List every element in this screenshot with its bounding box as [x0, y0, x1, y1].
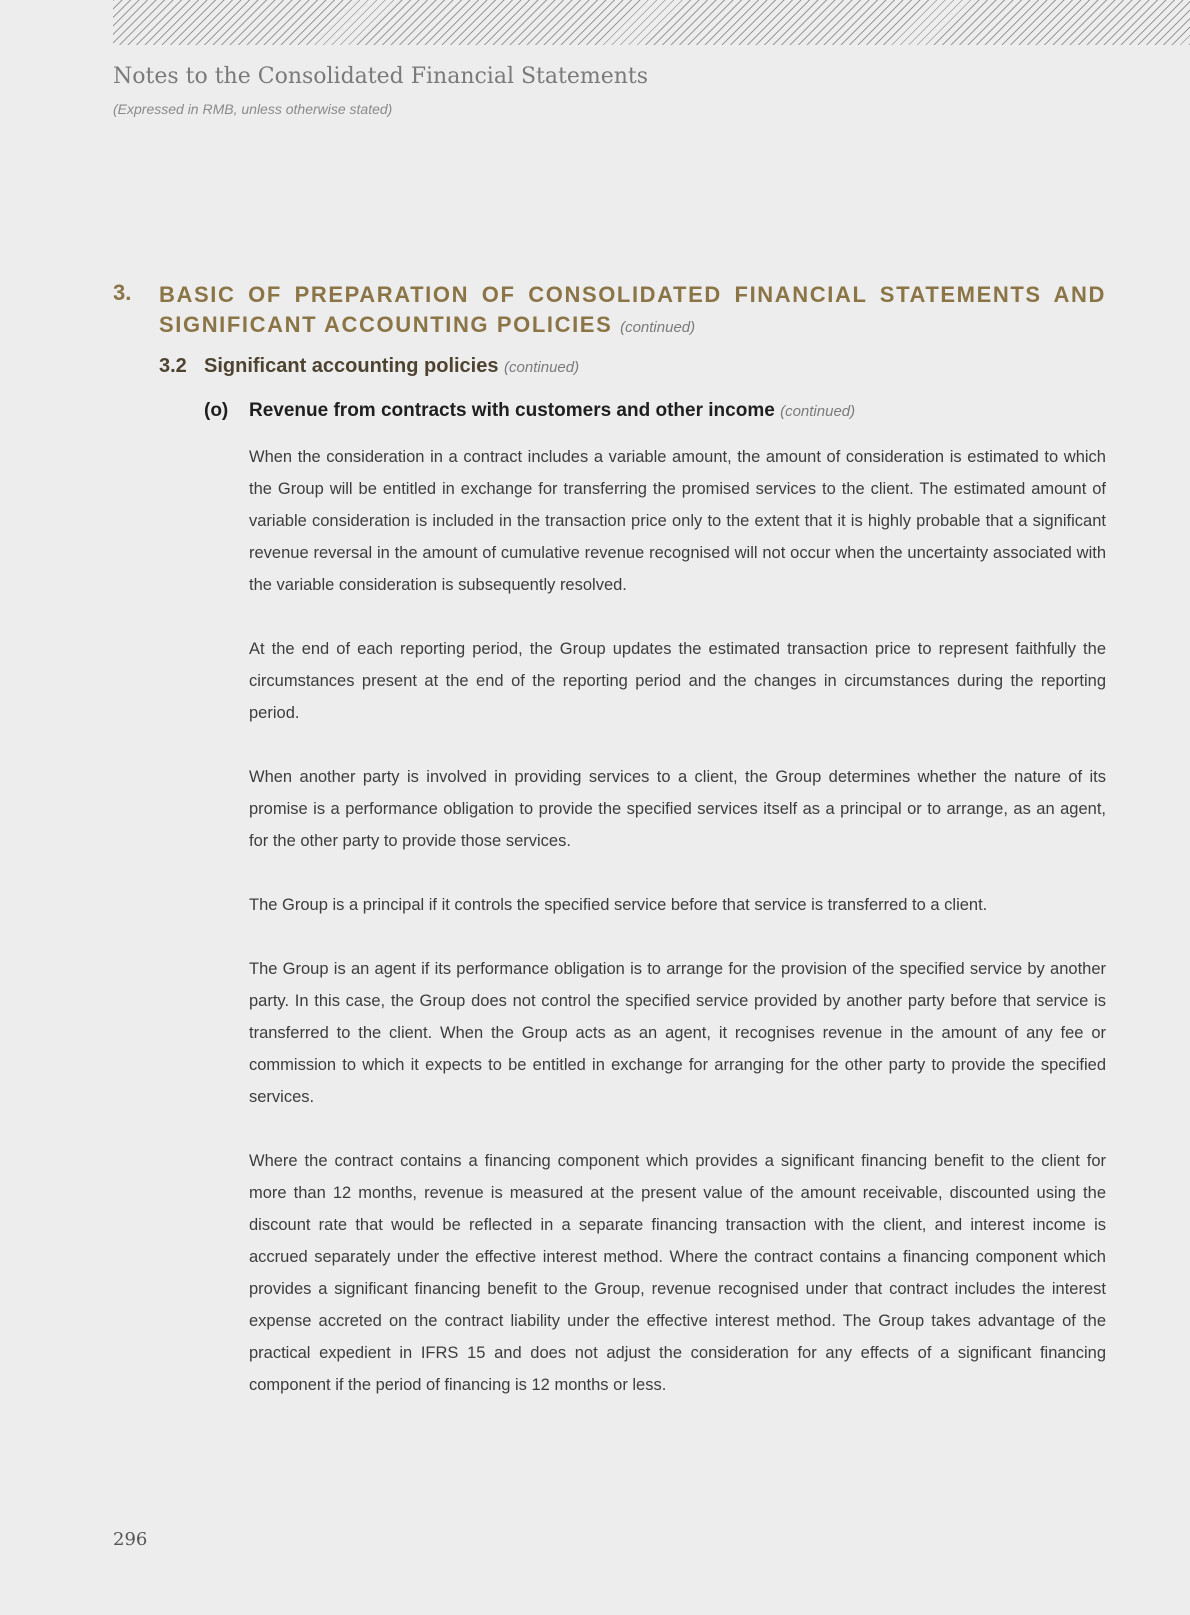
paragraph: The Group is a principal if it controls the specified service before that service is transferred to a client. — [249, 896, 988, 914]
section-number: 3. — [113, 280, 132, 305]
paragraph: Where the contract contains a financing component which provides a significant financing benefit to the client for more than 12 months, revenue is measured at the present value of the amount receivable, discounted using the discount rate that would be reflected in a separate financing transaction with the client, and interest income is accrued separately under the effective interest method. Where the contract contains a financing component which provides a significant financing benefit to the Group, revenue recognised under that contract includes the interest expense accreted on the contract liability under the effective interest method. The Group takes advantage of the practical expedient in IFRS 15 and does not adjust the consideration for any effects of a significant financing component if the period of financing is 12 months or less. — [249, 1152, 1106, 1394]
paragraph: At the end of each reporting period, the Group updates the estimated transaction price to represent faithfully the circumstances present at the end of the reporting period and the changes in circumstances during the reporting period. — [249, 640, 1106, 722]
header-hatch-band — [113, 0, 1190, 45]
paragraph: When the consideration in a contract includes a variable amount, the amount of consideration is estimated to which the Group will be entitled in exchange for transferring the promised services to the client. The estimated amount of variable consideration is included in the transaction price only to the extent that it is highly probable that a significant revenue reversal in the amount of cumulative revenue recognised will not occur when the uncertainty associated with the variable consideration is subsequently resolved. — [249, 448, 1106, 594]
item-heading — [249, 400, 855, 422]
body-text — [249, 441, 1106, 1433]
page-number: 296 — [113, 1529, 148, 1550]
item-continued: (continued) — [780, 403, 856, 420]
section-continued: (continued) — [620, 319, 696, 336]
running-header-title: Notes to the Consolidated Financial Statements — [113, 64, 649, 89]
item-title: Revenue from contracts with customers and other income — [249, 400, 775, 421]
subsection-number: 3.2 — [159, 355, 187, 377]
section-title: BASIC OF PREPARATION OF CONSOLIDATED FINANCIAL STATEMENTS AND SIGNIFICANT ACCOUNTING POLICIES — [159, 282, 1106, 337]
subsection-heading — [204, 355, 579, 378]
subsection-continued: (continued) — [504, 359, 580, 376]
paragraph: When another party is involved in providing services to a client, the Group determines whether the nature of its promise is a performance obligation to provide the specified services itself as a principal or to arrange, as an agent, for the other party to provide those services. — [249, 768, 1106, 850]
running-header-subtitle: (Expressed in RMB, unless otherwise stated) — [113, 101, 393, 117]
section-heading — [159, 280, 1106, 343]
item-number: (o) — [204, 400, 229, 421]
subsection-title: Significant accounting policies — [204, 355, 499, 377]
paragraph: The Group is an agent if its performance obligation is to arrange for the provision of the specified service by another party. In this case, the Group does not control the specified service provided by another party before that service is transferred to the client. When the Group acts as an agent, it recognises revenue in the amount of any fee or commission to which it expects to be entitled in exchange for arranging for the other party to provide the specified services. — [249, 960, 1106, 1106]
